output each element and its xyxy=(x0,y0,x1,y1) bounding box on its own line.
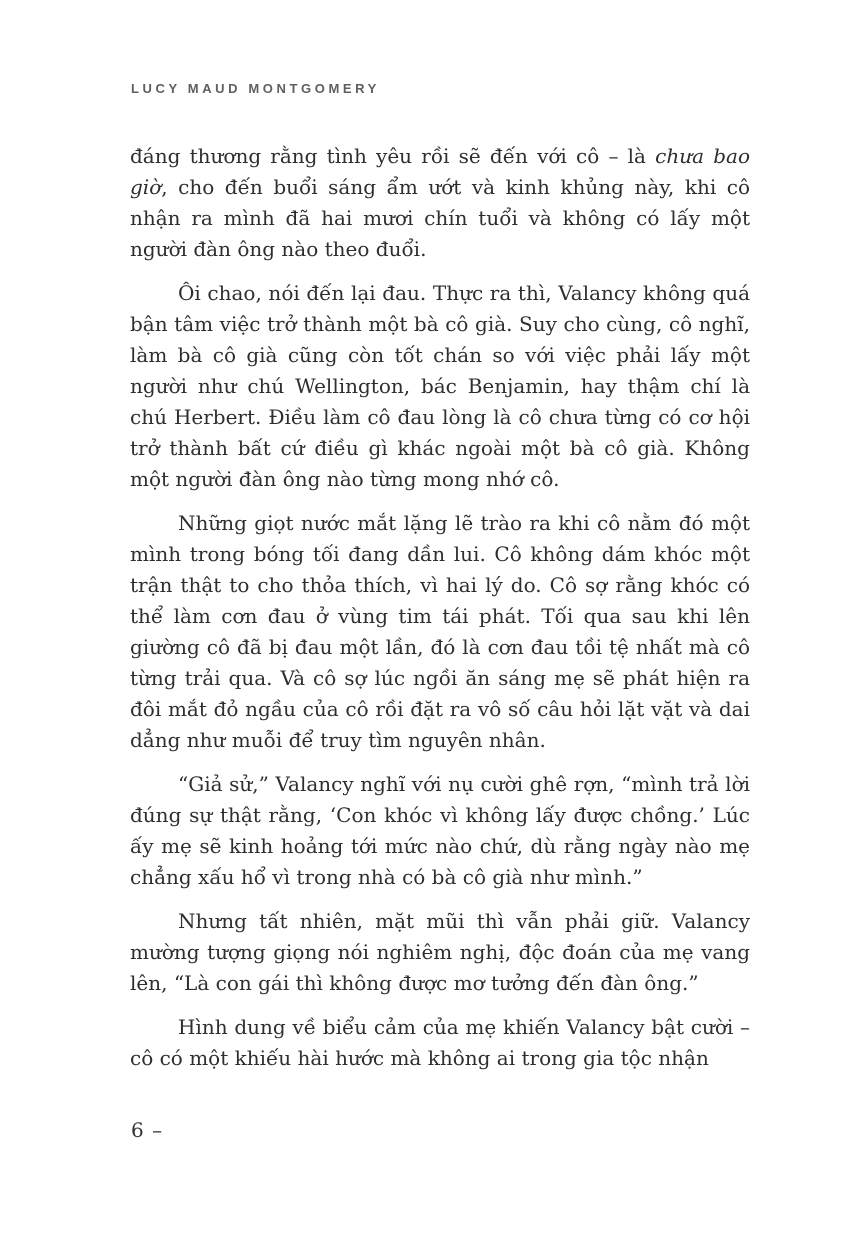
paragraph xyxy=(130,906,750,999)
text-run: đáng thương rằng tình yêu rồi sẽ đến với cô – là xyxy=(130,144,656,168)
text-run: Hình dung về biểu cảm của mẹ khiến Valancy bật cười – cô có một khiếu hài hước mà không ai trong gia tộc nhận xyxy=(130,1015,750,1070)
text-run: Ôi chao, nói đến lại đau. Thực ra thì, Valancy không quá bận tâm việc trở thành một bà cô già. Suy cho cùng, cô nghĩ, làm bà cô già cũng còn tốt chán so với việc phải lấy một người như chú Wellington, bác Benjamin, hay thậm chí là chú Herbert. Điều làm cô đau lòng là cô chưa từng có cơ hội trở thành bất cứ điều gì khác ngoài một bà cô già. Không một người đàn ông nào từng mong nhớ cô. xyxy=(130,281,750,491)
page-number: 6 – xyxy=(131,1118,164,1142)
paragraph xyxy=(130,508,750,756)
text-run: , cho đến buổi sáng ẩm ướt và kinh khủng này, khi cô nhận ra mình đã hai mươi chín tuổi và không có lấy một người đàn ông nào theo đuổi. xyxy=(130,175,750,261)
paragraph xyxy=(130,278,750,495)
text-run-italic: chưa bao giờ xyxy=(130,144,750,199)
paragraph xyxy=(130,141,750,265)
paragraph xyxy=(130,1012,750,1074)
page-body xyxy=(130,141,750,1087)
text-run: “Giả sử,” Valancy nghĩ với nụ cười ghê rợn, “mình trả lời đúng sự thật rằng, ‘Con khóc vì không lấy được chồng.’ Lúc ấy mẹ sẽ kinh hoảng tới mức nào chứ, dù rằng ngày nào mẹ chẳng xấu hổ vì trong nhà có bà cô già như mình.” xyxy=(130,772,750,889)
text-run: Những giọt nước mắt lặng lẽ trào ra khi cô nằm đó một mình trong bóng tối đang dần lui. Cô không dám khóc một trận thật to cho thỏa thích, vì hai lý do. Cô sợ rằng khóc có thể làm cơn đau ở vùng tim tái phát. Tối qua sau khi lên giường cô đã bị đau một lần, đó là cơn đau tồi tệ nhất mà cô từng trải qua. Và cô sợ lúc ngồi ăn sáng mẹ sẽ phát hiện ra đôi mắt đỏ ngầu của cô rồi đặt ra vô số câu hỏi lặt vặt và dai dẳng như muỗi để truy tìm nguyên nhân. xyxy=(130,511,750,752)
running-header-author: LUCY MAUD MONTGOMERY xyxy=(131,81,380,96)
paragraph xyxy=(130,769,750,893)
text-run: Nhưng tất nhiên, mặt mũi thì vẫn phải giữ. Valancy mường tượng giọng nói nghiêm nghị, độc đoán của mẹ vang lên, “Là con gái thì không được mơ tưởng đến đàn ông.” xyxy=(130,909,750,995)
